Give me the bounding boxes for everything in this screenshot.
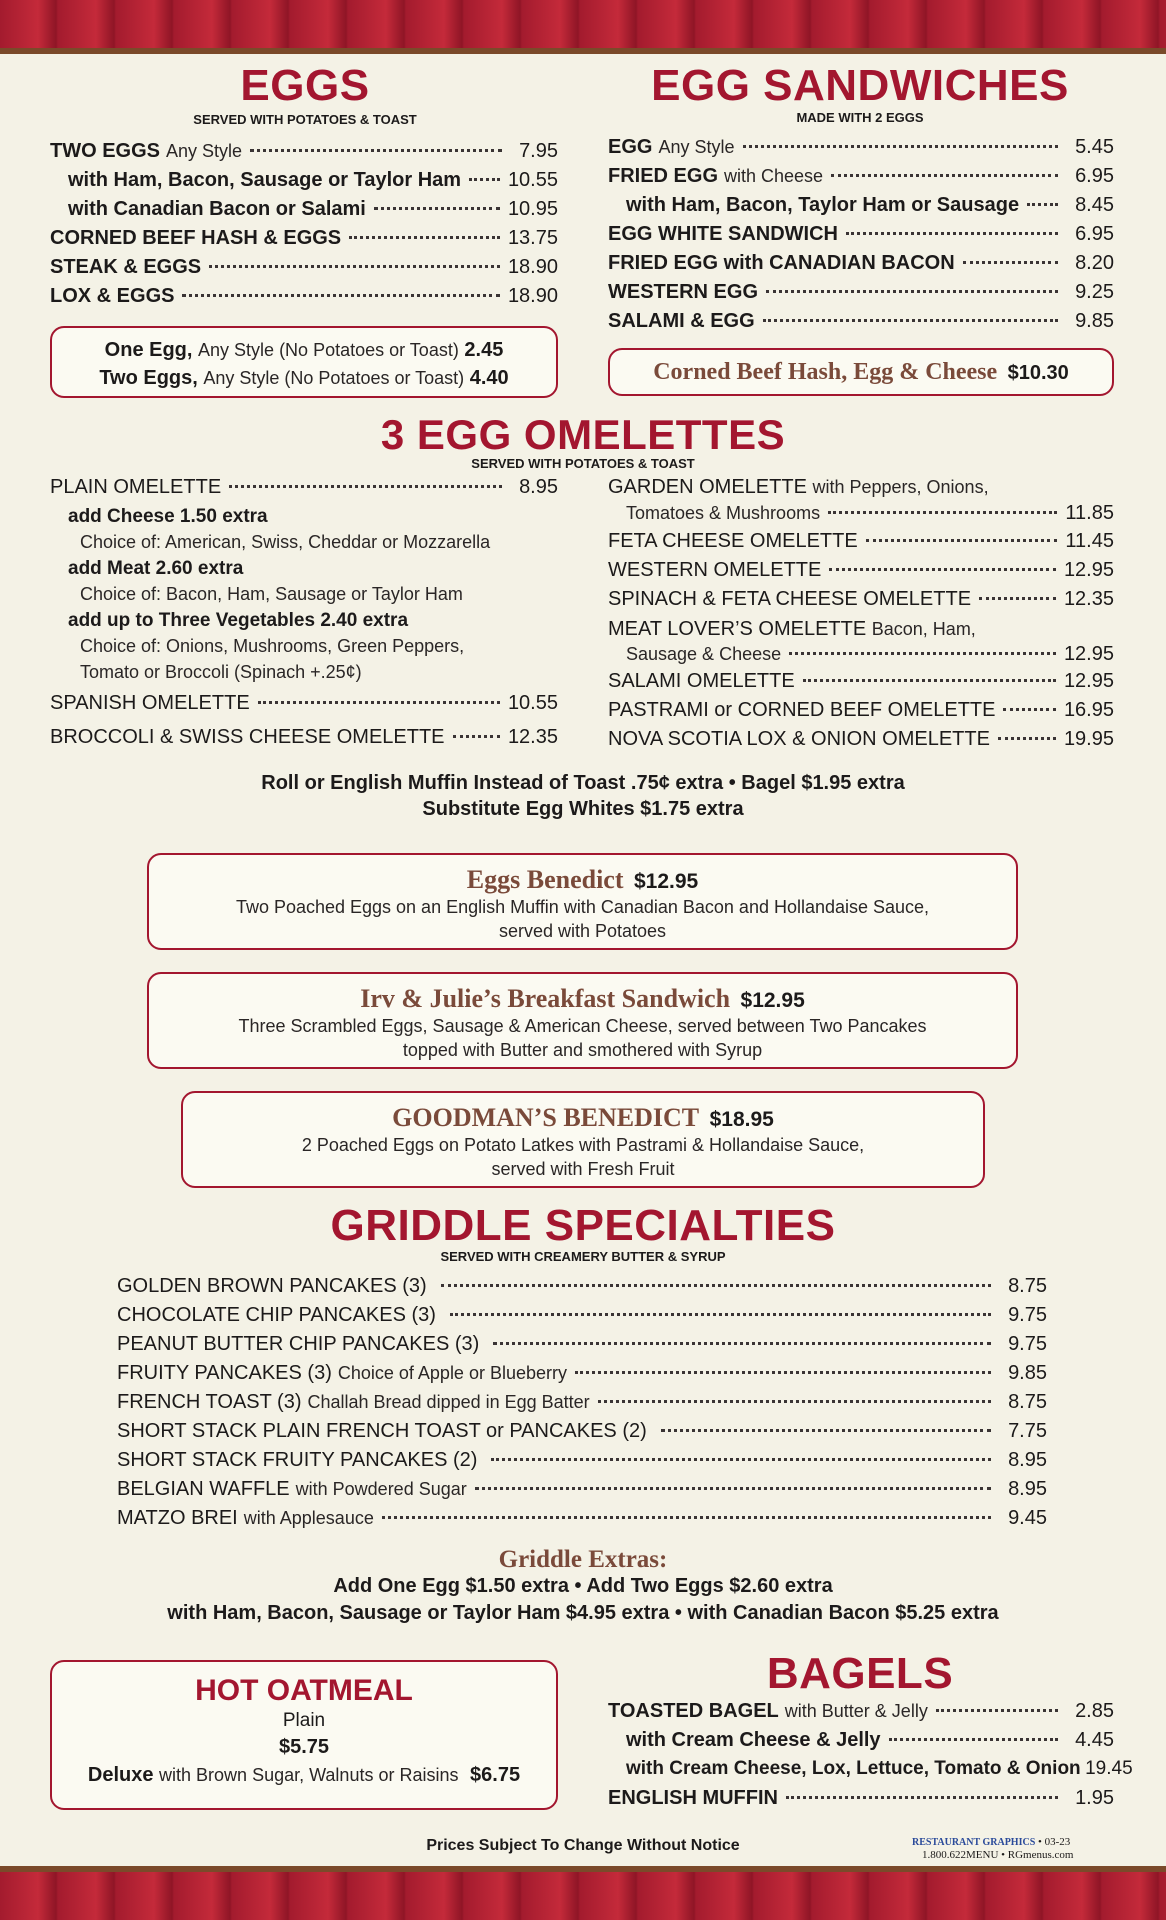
omelettes-title: 3 EGG OMELETTES — [380, 411, 786, 458]
meat-lover-line1: MEAT LOVER’S OMELETTE Bacon, Ham, — [608, 618, 976, 640]
oatmeal-plain: Plain — [282, 1710, 326, 1731]
single-egg-box: One Egg, Any Style (No Potatoes or Toast) 2.45 Two Eggs, Any Style (No Potatoes or Toast) 4.40 — [50, 326, 558, 398]
oatmeal-plain-price: $5.75 — [278, 1736, 330, 1758]
egg-sandwiches-title: EGG SANDWICHES — [651, 61, 1069, 110]
griddle-subtitle: SERVED WITH CREAMERY BUTTER & SYRUP — [440, 1249, 726, 1264]
omelettes-subtitle: SERVED WITH POTATOES & TOAST — [471, 456, 695, 471]
bagels-list — [608, 1700, 1133, 1816]
eggs-title: EGGS — [240, 61, 370, 110]
list-item: LOX & EGGS 18.90 — [50, 285, 558, 307]
list-item: NOVA SCOTIA LOX & ONION OMELETTE 19.95 — [608, 728, 1114, 750]
list-item: with Ham, Bacon, Taylor Ham or Sausage 8.45 — [626, 194, 1114, 216]
list-item: FRIED EGG with Cheese 6.95 — [608, 165, 1114, 187]
list-item: with Cream Cheese & Jelly 4.45 — [626, 1729, 1114, 1751]
breakfast-sandwich-box: Irv & Julie’s Breakfast Sandwich $12.95 Three Scrambled Eggs, Sausage & American Cheese, served between Two Pancakes topped with Butter and smothered with Syrup — [147, 972, 1018, 1069]
meat-lover-line2 — [626, 643, 1114, 672]
list-item: CHOCOLATE CHIP PANCAKES (3) 9.75 — [117, 1304, 1047, 1326]
vegetable-choice-2: Tomato or Broccoli (Spinach +.25¢) — [80, 662, 362, 682]
list-item: ENGLISH MUFFIN 1.95 — [608, 1787, 1114, 1809]
eggs-subtitle: SERVED WITH POTATOES & TOAST — [193, 112, 417, 127]
list-item: with Ham, Bacon, Sausage or Taylor Ham 10.55 — [68, 169, 558, 191]
egg-sandwiches-list — [608, 136, 1114, 339]
bagels-title: BAGELS — [766, 1649, 954, 1698]
list-item: FRUITY PANCAKES (3) Choice of Apple or Blueberry 9.85 — [117, 1362, 1047, 1384]
omelette-substitution-note-1: Roll or English Muffin Instead of Toast .75¢ extra • Bagel $1.95 extra — [261, 772, 905, 794]
list-item: SPANISH OMELETTE 10.55 — [50, 692, 558, 714]
list-item: EGG Any Style 5.45 — [608, 136, 1114, 158]
list-item: TWO EGGS Any Style 7.95 — [50, 140, 558, 162]
griddle-extras-title: Griddle Extras: — [498, 1546, 668, 1573]
hot-oatmeal-title: HOT OATMEAL — [195, 1674, 413, 1707]
goodmans-benedict-box: GOODMAN’S BENEDICT $18.95 2 Poached Eggs on Potato Latkes with Pastrami & Hollandaise Sauce, served with Fresh Fruit — [181, 1091, 985, 1188]
griddle-list — [117, 1275, 1047, 1536]
vegetable-choice-1: Choice of: Onions, Mushrooms, Green Peppers, — [80, 636, 465, 656]
corned-beef-hash-box: Corned Beef Hash, Egg & Cheese $10.30 — [608, 348, 1114, 396]
list-item: TOASTED BAGEL with Butter & Jelly 2.85 — [608, 1700, 1114, 1722]
omelettes-left-list-b — [50, 692, 558, 721]
bottom-decorative-band — [0, 1866, 1166, 1920]
garden-omelette-line1: GARDEN OMELETTE with Peppers, Onions, — [608, 476, 989, 498]
list-item: with Cream Cheese, Lox, Lettuce, Tomato & Onion 19.45 — [626, 1758, 1133, 1779]
omelettes-left-list-c — [50, 726, 558, 755]
list-item: FRENCH TOAST (3) Challah Bread dipped in Egg Batter 8.75 — [117, 1391, 1047, 1413]
omelettes-left-list — [50, 476, 558, 505]
list-item: EGG WHITE SANDWICH 6.95 — [608, 223, 1114, 245]
list-item: SPINACH & FETA CHEESE OMELETTE 12.35 — [608, 588, 1114, 610]
price-notice: Prices Subject To Change Without Notice — [426, 1837, 740, 1854]
eggs-list — [50, 140, 558, 314]
list-item: MATZO BREI with Applesauce 9.45 — [117, 1507, 1047, 1529]
list-item: with Canadian Bacon or Salami 10.95 — [68, 198, 558, 220]
add-cheese-label: add Cheese 1.50 extra — [68, 506, 268, 527]
list-item: STEAK & EGGS 18.90 — [50, 256, 558, 278]
cheese-choice: Choice of: American, Swiss, Cheddar or Mozzarella — [80, 532, 491, 552]
omelette-substitution-note-2: Substitute Egg Whites $1.75 extra — [422, 798, 744, 820]
list-item: FETA CHEESE OMELETTE 11.45 — [608, 530, 1114, 552]
griddle-title: GRIDDLE SPECIALTIES — [330, 1201, 836, 1250]
oatmeal-deluxe: Deluxe with Brown Sugar, Walnuts or Raisins $6.75 — [87, 1764, 521, 1786]
list-item: SHORT STACK PLAIN FRENCH TOAST or PANCAKES (2) 7.75 — [117, 1420, 1047, 1442]
list-item: SALAMI & EGG 9.85 — [608, 310, 1114, 332]
omelettes-right-list-b — [608, 670, 1114, 757]
list-item: WESTERN EGG 9.25 — [608, 281, 1114, 303]
list-item: BELGIAN WAFFLE with Powdered Sugar 8.95 — [117, 1478, 1047, 1500]
eggs-benedict-box: Eggs Benedict $12.95 Two Poached Eggs on an English Muffin with Canadian Bacon and Hollandaise Sauce, served with Potatoes — [147, 853, 1018, 950]
garden-omelette-line2 — [626, 502, 1114, 531]
add-vegetables-label: add up to Three Vegetables 2.40 extra — [68, 610, 409, 631]
list-item: CORNED BEEF HASH & EGGS 13.75 — [50, 227, 558, 249]
list-item: Sausage & Cheese 12.95 — [626, 643, 1114, 665]
list-item: GOLDEN BROWN PANCAKES (3) 8.75 — [117, 1275, 1047, 1297]
list-item: Tomatoes & Mushrooms 11.85 — [626, 502, 1114, 524]
list-item: WESTERN OMELETTE 12.95 — [608, 559, 1114, 581]
griddle-extras-line1: Add One Egg $1.50 extra • Add Two Eggs $2.60 extra — [333, 1575, 833, 1597]
top-decorative-band — [0, 0, 1166, 54]
list-item: SHORT STACK FRUITY PANCAKES (2) 8.95 — [117, 1449, 1047, 1471]
list-item: BROCCOLI & SWISS CHEESE OMELETTE 12.35 — [50, 726, 558, 748]
list-item: FRIED EGG with CANADIAN BACON 8.20 — [608, 252, 1114, 274]
egg-sandwiches-subtitle: MADE WITH 2 EGGS — [796, 110, 924, 125]
griddle-extras-line2: with Ham, Bacon, Sausage or Taylor Ham $4.95 extra • with Canadian Bacon $5.25 extra — [167, 1602, 999, 1624]
meat-choice: Choice of: Bacon, Ham, Sausage or Taylor Ham — [80, 584, 463, 604]
hot-oatmeal-box — [50, 1660, 558, 1810]
add-meat-label: add Meat 2.60 extra — [68, 558, 244, 579]
list-item: SALAMI OMELETTE 12.95 — [608, 670, 1114, 692]
restaurant-graphics-logo: RESTAURANT GRAPHICS • 03-23 1.800.622MENU • RGmenus.com — [912, 1836, 1074, 1861]
list-item: PEANUT BUTTER CHIP PANCAKES (3) 9.75 — [117, 1333, 1047, 1355]
list-item: PLAIN OMELETTE 8.95 — [50, 476, 558, 498]
omelettes-right-list-a — [608, 530, 1114, 617]
list-item: PASTRAMI or CORNED BEEF OMELETTE 16.95 — [608, 699, 1114, 721]
